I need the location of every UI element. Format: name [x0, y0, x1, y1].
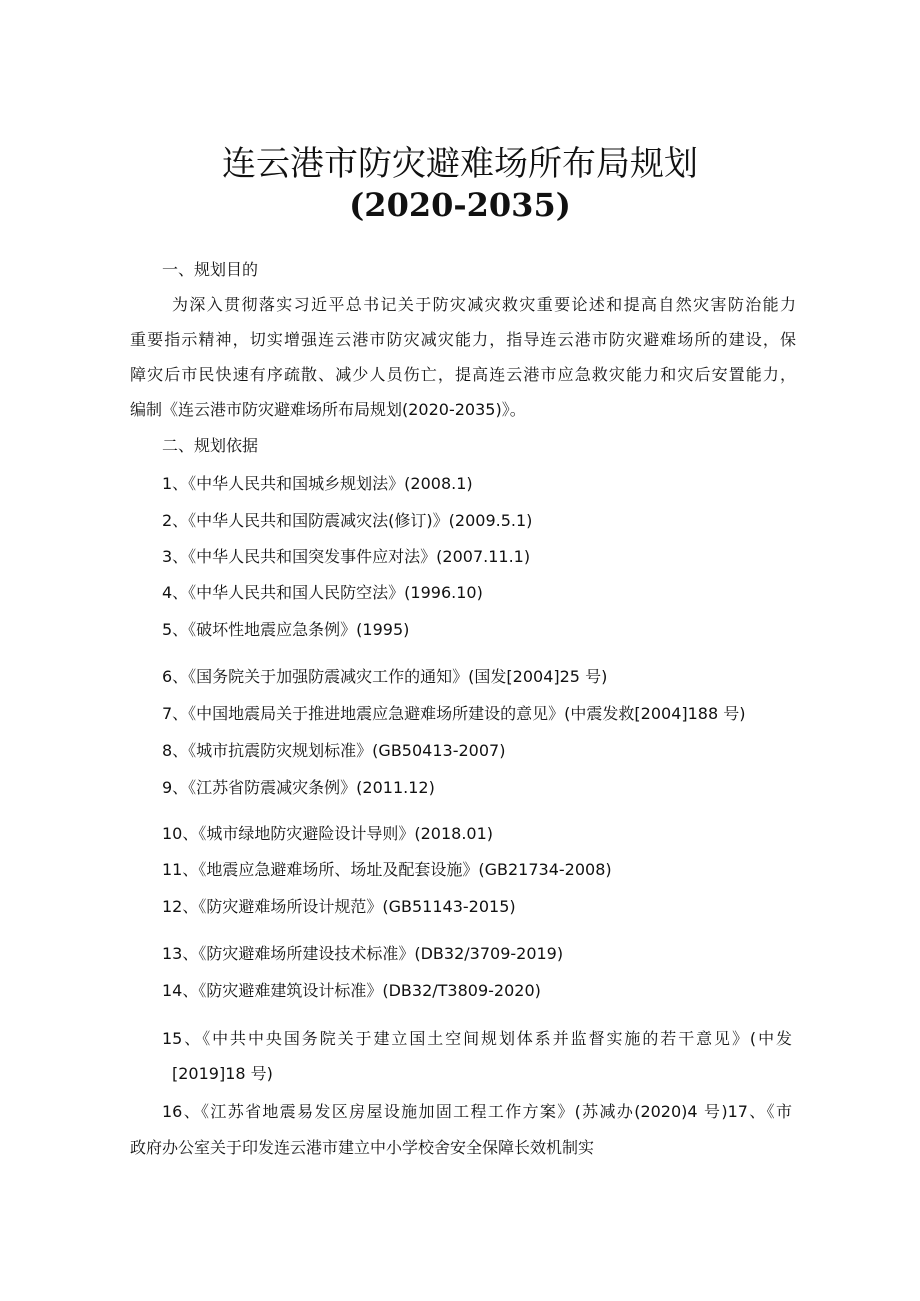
paragraph-line: 为深入贯彻落实习近平总书记关于防灾减灾救灾重要论述和提高自然灾害防治能力: [172, 295, 796, 314]
paragraph-line: 编制《连云港市防灾避难场所布局规划(2020-2035)》。: [130, 400, 526, 419]
list-item: 1、《中华人民共和国城乡规划法》(2008.1): [162, 474, 473, 493]
document-subtitle: (2020-2035): [349, 186, 571, 224]
list-item: 7、《中国地震局关于推进地震应急避难场所建设的意见》(中震发救[2004]188 号): [162, 704, 746, 723]
list-item: 13、《防灾避难场所建设技术标准》(DB32/3709-2019): [162, 944, 564, 963]
list-item-continued: [2019]18 号): [172, 1064, 273, 1083]
section-heading: 一、规划目的: [162, 260, 259, 279]
paragraph-line: 重要指示精神，切实增强连云港市防灾减灾能力，指导连云港市防灾避难场所的建设，保: [130, 330, 796, 349]
list-item: 4、《中华人民共和国人民防空法》(1996.10): [162, 583, 483, 602]
list-item: 16、《江苏省地震易发区房屋设施加固工程工作方案》(苏减办(2020)4 号)17、《市: [162, 1102, 792, 1121]
list-item: 10、《城市绿地防灾避险设计导则》(2018.01): [162, 824, 494, 843]
section-heading: 二、规划依据: [162, 436, 259, 455]
list-item: 14、《防灾避难建筑设计标准》(DB32/T3809-2020): [162, 981, 541, 1000]
list-item: 3、《中华人民共和国突发事件应对法》(2007.11.1): [162, 547, 531, 566]
list-item: 15、《中共中央国务院关于建立国土空间规划体系并监督实施的若干意见》(中发: [162, 1029, 792, 1048]
list-item-continued: 政府办公室关于印发连云港市建立中小学校舍安全保障长效机制实: [130, 1138, 595, 1157]
list-item: 6、《国务院关于加强防震减灾工作的通知》(国发[2004]25 号): [162, 667, 608, 686]
list-item: 9、《江苏省防震减灾条例》(2011.12): [162, 778, 435, 797]
list-item: 2、《中华人民共和国防震减灾法(修订)》(2009.5.1): [162, 511, 533, 530]
list-item: 5、《破坏性地震应急条例》(1995): [162, 620, 410, 639]
document-title: 连云港市防灾避难场所布局规划: [222, 144, 698, 184]
list-item: 11、《地震应急避难场所、场址及配套设施》(GB21734-2008): [162, 860, 612, 879]
paragraph-line: 障灾后市民快速有序疏散、减少人员伤亡，提高连云港市应急救灾能力和灾后安置能力，: [130, 365, 796, 384]
list-item: 8、《城市抗震防灾规划标准》(GB50413-2007): [162, 741, 506, 760]
list-item: 12、《防灾避难场所设计规范》(GB51143-2015): [162, 897, 516, 916]
